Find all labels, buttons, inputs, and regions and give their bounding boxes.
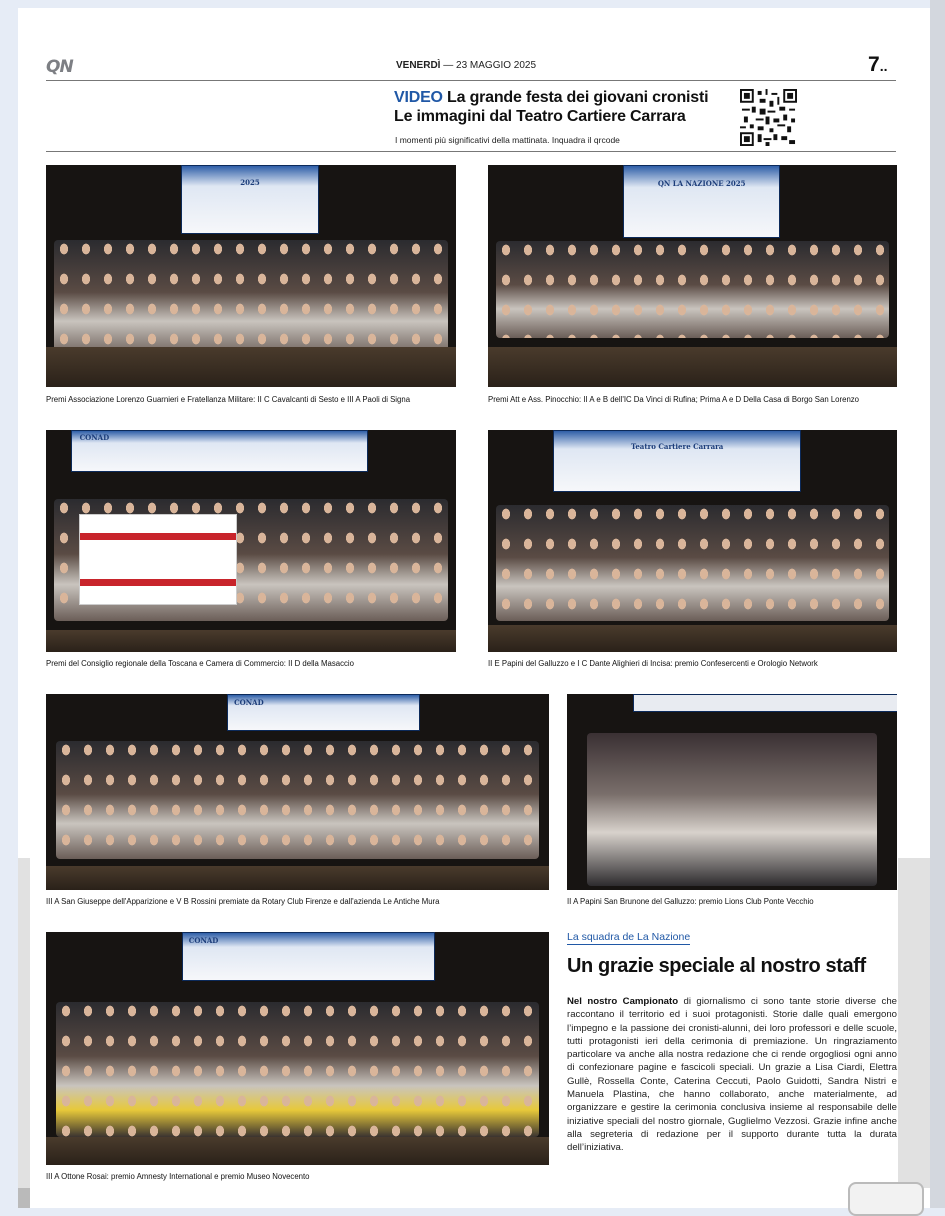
tuscany-flag: [79, 514, 237, 605]
photo-caption: Premi Associazione Lorenzo Guarnieri e Fratellanza Militare: II C Cavalcanti di Sesto e III A Paoli di Signa: [46, 395, 411, 404]
group-photo-crowd: [54, 240, 448, 355]
page-number-value: 7: [868, 53, 880, 76]
photo-caption: III A Ottone Rosai: premio Amnesty International e premio Museo Novecento: [46, 1172, 310, 1181]
screen-text: Teatro Cartiere Carrara: [630, 441, 724, 451]
article-lead: Nel nostro Campionato: [567, 996, 679, 1007]
headline-line1: La grande festa dei giovani cronisti: [447, 89, 709, 106]
article-title: Un grazie speciale al nostro staff: [567, 955, 866, 977]
screen-text: CONAD: [79, 432, 110, 442]
photo-caption: II A Papini San Brunone del Galluzzo: premio Lions Club Ponte Vecchio: [567, 897, 814, 906]
stage-floor: [46, 347, 456, 387]
stage-screen: [71, 430, 368, 472]
headline-rule: [46, 151, 896, 152]
page-number-dots: ..: [879, 58, 888, 74]
photo-guarnieri-fratellanza: [46, 165, 456, 387]
header-rule: [46, 80, 896, 81]
group-photo-crowd: [56, 1002, 539, 1137]
headline-subhead: I momenti più significativi della mattinata. Inquadra il qrcode: [395, 135, 620, 145]
stage-floor: [488, 347, 897, 387]
stage-floor: [46, 1137, 549, 1165]
next-page-button[interactable]: [848, 1182, 924, 1216]
photo-caption: III A San Giuseppe dell'Apparizione e V B Rossini premiate da Rotary Club Firenze e dall'azienda Le Antiche Mura: [46, 897, 440, 906]
group-photo-crowd: [496, 505, 889, 620]
headline-line2: Le immagini dal Teatro Cartiere Carrara: [394, 108, 686, 125]
group-photo-crowd: [587, 733, 877, 886]
photo-papini-dante: [488, 430, 897, 652]
qr-code[interactable]: [740, 89, 797, 146]
viewer-overlay-corner: [18, 1188, 30, 1208]
stage-screen: [182, 932, 436, 981]
viewer-overlay-left: [18, 858, 30, 1208]
stage-screen: [181, 165, 318, 234]
stage-screen: [633, 694, 897, 712]
dateline-date: — 23 MAGGIO 2025: [443, 60, 537, 71]
stage-screen: [227, 694, 420, 731]
dateline-day: VENERDÌ: [396, 60, 441, 71]
dateline: [396, 60, 536, 71]
page-number: [868, 53, 887, 77]
stage-floor: [46, 866, 549, 890]
article-text: di giornalismo ci sono tante storie diverse che raccontano il territorio ed i suoi protagonisti. Storie dalle quali emergono l’impegno e la passione dei cronisti-alunni, dei loro professori e delle scuole, tutti protagonisti ieri della cerimonia di premiazione. Un ringraziamento particolare va anche alla nostra redazione che ci rende orgogliosi ogni anno di confezionare pagine e fascicoli speciali. Un grazie a Lisa Ciardi, Elettra Gullè, Rossella Conte, Caterina Ceccuti, Paolo Guidotti, Sandra Nistri e Manuela Plastina, che hanno collaborato, anche materialmente, ad organizzare e gestire la cerimonia conclusiva insieme al responsabile delle iniziative speciali del nostro giornale, Guglielmo Vezzosi. Grazie infine anche alla segreteria di redazione per il supporto durante tutta la durata dell’iniziativa.: [567, 996, 897, 1154]
photo-caption: Premi del Consiglio regionale della Toscana e Camera di Commercio: II D della Masaccio: [46, 659, 354, 668]
article-body: [567, 995, 897, 1155]
video-tag: VIDEO: [394, 89, 443, 106]
viewer-overlay-right: [898, 858, 930, 1188]
newspaper-page: [18, 8, 930, 1208]
viewer-scrollbar[interactable]: [930, 0, 945, 1208]
photo-caption: II E Papini del Galluzzo e I C Dante Alighieri di Incisa: premio Confesercenti e Orologio Network: [488, 659, 818, 668]
group-photo-crowd: [496, 241, 889, 339]
photo-caption: Premi Att e Ass. Pinocchio: II A e B dell'IC Da Vinci di Rufina; Prima A e D Della Casa di Borgo San Lorenzo: [488, 395, 860, 404]
photo-lions-ponte-vecchio: [567, 694, 897, 890]
group-photo-crowd: [56, 741, 539, 859]
screen-text: CONAD: [188, 935, 219, 945]
photo-pinocchio: [488, 165, 897, 387]
screen-text: CONAD: [234, 697, 264, 707]
qn-logo: QN: [46, 57, 73, 77]
stage-floor: [488, 625, 897, 652]
stage-screen: [623, 165, 780, 238]
stage-screen: [553, 430, 800, 492]
photo-ottone-rosai: [46, 932, 549, 1165]
screen-text: 2025: [240, 177, 260, 187]
article-kicker: La squadra de La Nazione: [567, 931, 691, 943]
photo-rotary-antiche-mura: [46, 694, 549, 890]
stage-floor: [46, 630, 456, 652]
photo-consiglio-regionale: [46, 430, 456, 652]
headline: [394, 88, 734, 126]
screen-text: QN LA NAZIONE 2025: [657, 178, 746, 188]
